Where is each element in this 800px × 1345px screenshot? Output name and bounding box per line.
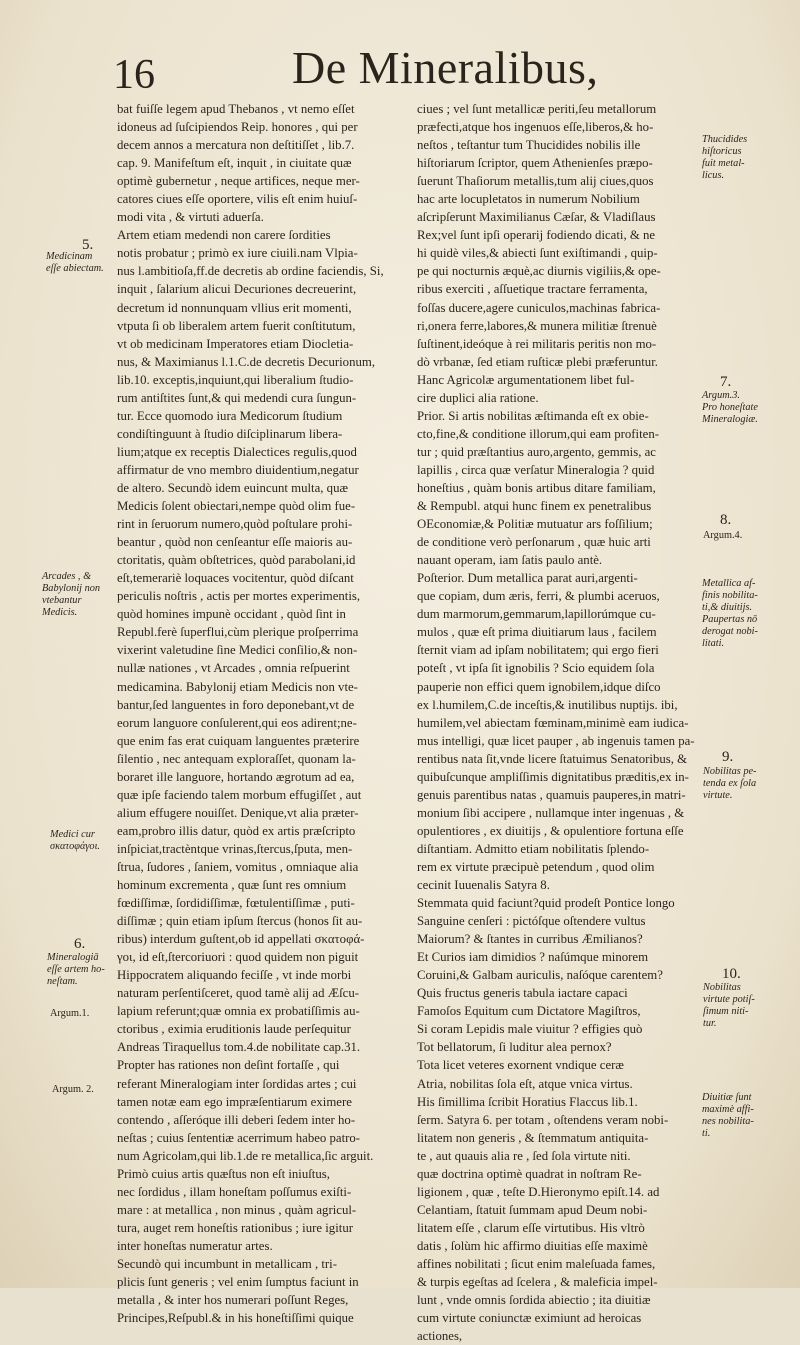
right-column-line: neſtos , teſtantur tum Thucidides nobilis ille — [417, 138, 641, 153]
margin-number-6: 6. — [74, 936, 86, 952]
right-column-line: Tota licet veteres exornent vndique ceræ — [417, 1058, 624, 1073]
right-column-line: ligionem , quæ , teſte D.Hieronymo epiſt.14. ad — [417, 1184, 660, 1199]
margin-note-virtute — [703, 982, 755, 1030]
right-column-line: Coruini,& Galbam auriculis, naſóque carentem? — [417, 968, 663, 983]
right-column-line: cire duplici alia ratione. — [417, 390, 539, 405]
left-column-line: vtputa ſi ob liberalem artem fuerit conſtitutum, — [117, 318, 356, 333]
margin-number-10: 10. — [722, 966, 741, 982]
left-column-line: γοι, id eſt,ſtercoriuori : quod quidem non piguit — [117, 950, 359, 965]
left-column-line: eorum languore conſulerent,qui eos adirent;ne- — [117, 715, 357, 730]
left-column-line: lium;atque ex receptis Dialectices regulis,quod — [117, 444, 357, 459]
right-column-line: Atria, nobilitas ſola eſt, atque vnica virtus. — [417, 1076, 633, 1091]
left-column-line: medicamina. Babylonij etiam Medicis non vte- — [117, 679, 358, 694]
right-column-line: litatem non generis , & ſtemmatum antiquita- — [417, 1130, 649, 1145]
left-column-line: ctoribus , eximia eruditionis laude perſequitur — [117, 1022, 351, 1037]
left-column-line: nec ſordidus , illam honeſtam poſſumus exiſti- — [117, 1184, 352, 1199]
left-column-line: Hippocratem aliquando feciſſe , vt inde morbi — [117, 968, 352, 983]
left-column-line: Artem etiam medendi non carere ſordities — [117, 228, 331, 243]
left-column-line: nus, & Maximianus l.1.C.de decretis Decurionum, — [117, 354, 376, 369]
left-column-line: alium effugere nouiſſet. Denique,vt alia præter- — [117, 805, 359, 820]
right-column-line: & turpis egeſtas ad ſcelera , & maleficia impel- — [417, 1275, 658, 1290]
right-column-line: ſuſtinent,ideóque à rei militaris peritis non mo- — [417, 336, 657, 351]
margin-note-line: licus. — [702, 170, 725, 181]
right-column-line: nauant operam, iam ſatis paulo antè. — [417, 553, 603, 568]
left-column-line: condiſtinguunt à ſtudio diſciplinarum libera- — [117, 426, 343, 441]
margin-note-line: Mineralogiā — [47, 952, 99, 963]
right-column-line: Et Curios iam dimidios ? naſúmque minorem — [417, 950, 649, 965]
left-column-line: fœdiſſimæ, ſordidiſſimæ, fœtulentiſſimæ , puti- — [117, 896, 355, 911]
left-column-line: ribus) interdum guſtent,ob id appellati σκατοφά- — [117, 932, 365, 947]
left-column-line: inquit , ſalarium alicui Decuriones decreuerint, — [117, 282, 357, 297]
right-column-line: pe qui nocturnis æquè,ac diurnis vigiliis,& ope- — [417, 264, 661, 279]
left-column-line: bantur,ſed languentes in foro deponebant,vt de — [117, 697, 355, 712]
right-column-line: hac arte locupletatos in numerum Nobilium — [417, 192, 640, 207]
left-column-line: nullæ nationes , vt Arcades , omnia reſpuerint — [117, 661, 350, 676]
left-column-line: neſtas ; cuius ſententiæ acerrimum habeo patro- — [117, 1130, 361, 1145]
left-column-line: Medicis ſolent obiectari,nempe quòd olim fue- — [117, 499, 356, 514]
right-column-line: hiſtoriarum ſcriptor, quem Athenienſes præpo- — [417, 156, 653, 171]
margin-note-argum-3 — [702, 390, 758, 426]
margin-argument-2: Argum. 2. — [52, 1084, 94, 1095]
left-column-line: rint in ſeruorum numero,quòd poſtulare prohi- — [117, 517, 353, 532]
right-column-line: monium ſibi accipere , nullamque inter ingenuas , & — [417, 805, 685, 820]
margin-note-line: maximè affi- — [702, 1104, 754, 1115]
right-column-line: Stemmata quid faciunt?quid prodeſt Pontice longo — [417, 896, 675, 911]
margin-note-line: Nobilitas — [703, 982, 741, 993]
margin-note-line: hiſtoricus — [702, 146, 742, 157]
left-column-line: lapium referunt;quæ omnia ex probatiſſimis au- — [117, 1004, 360, 1019]
right-column-line: Maiorum? & ſtantes in curribus Æmilianos? — [417, 932, 643, 947]
right-column-line: ciues ; vel ſunt metallicæ periti,ſeu metallorum — [417, 102, 657, 116]
left-column-line: bat fuiſſe legem apud Thebanos , vt nemo eſſet — [117, 102, 355, 116]
margin-argument-1: Argum.1. — [50, 1008, 90, 1019]
margin-note-line: virtute potiſ- — [703, 994, 755, 1005]
left-column-line: notis probatur ; primò ex iure ciuili.nam Vlpia- — [117, 246, 358, 261]
right-column-line: Poſterior. Dum metallica parat auri,argenti- — [417, 571, 638, 586]
left-column-line: ſilentio , nec antequam exploraſſet, quonam la- — [117, 751, 356, 766]
margin-note-line: neſtam. — [47, 976, 78, 987]
margin-note-line: Medicis. — [42, 607, 78, 618]
left-column-line: optimè gubernetur , neque artifices, neque mer- — [117, 174, 360, 189]
right-column-line: humilem,vel abiectam fœminam,minimè eam iudica- — [417, 715, 689, 730]
margin-note-line: Diuitiæ ſunt — [702, 1092, 752, 1103]
margin-note-line: nes nobilita- — [702, 1116, 754, 1127]
margin-note-line: ti,& diuitijs. — [702, 602, 753, 613]
right-column-line: ſerm. Satyra 6. per totam , oſtendens veram nobi- — [417, 1112, 669, 1127]
left-column-line: tamen notæ eam ego impræſentiarum eximere — [117, 1094, 352, 1109]
left-column-line: vt ob medicinam Imperatores etiam Diocletia- — [117, 336, 354, 351]
margin-number-7: 7. — [720, 374, 732, 390]
right-column-line: rentibus nata ſit,vnde licere ſtatuimus Senatoribus, & — [417, 751, 688, 766]
left-column-line: diſſimæ ; quin etiam ipſum ſtercus (honos ſit au- — [117, 914, 363, 929]
margin-note-line: litati. — [702, 638, 725, 649]
right-column-line: Rex;vel ſunt ipſi operarij fodiendo dicati, & ne — [417, 228, 656, 243]
right-column-line: ribus exerciti , aſſuetique tractare ferramenta, — [417, 282, 648, 297]
right-column-line: quibuſcunque ampliſſimis dignitatibus præditis,ex in- — [417, 769, 689, 784]
left-column-line: que enim fas erat cuiquam languentes præterire — [117, 733, 360, 748]
margin-note-line: tur. — [703, 1018, 717, 1029]
margin-note-line: vtebantur — [42, 595, 82, 606]
margin-note-line: Paupertas nō — [702, 614, 758, 625]
left-column-line: mare : at metallica , non minus , quàm agricul- — [117, 1202, 357, 1217]
left-column-line: inter honeſtas numeratur artes. — [117, 1238, 273, 1253]
right-column-line: mulos , quæ eſt prima diuitiarum laus , facilem — [417, 625, 657, 640]
right-column-line: Famoſos Equitum cum Dictatore Magiſtros, — [417, 1004, 641, 1019]
left-column-line: metalla , & inter hos numerari poſſunt Reges, — [117, 1293, 349, 1308]
left-column-line: affirmatur de vno membro diuidentium,negatur — [117, 462, 359, 477]
left-column-line: catores ciues eſſe oportere, vilis eſt enim huiuſ- — [117, 192, 358, 207]
right-column-line: cum virtute coniunctæ eximiunt ad heroicas — [417, 1311, 642, 1326]
left-column-line: quòd homines impunè occidant , quòd ſint in — [117, 607, 346, 622]
right-column-line: Sanguine cenſeri : pictóſque oſtendere vultus — [417, 914, 646, 929]
left-text-column — [117, 100, 405, 1327]
right-column-line: OEconomiæ,& Politiæ mutuatur ars foſſilium; — [417, 517, 653, 532]
left-column-line: decretum id nonnunquam vllius erit momenti, — [117, 300, 352, 315]
right-column-line: Celantiam, ſtatuit ſummam apud Deum nobi- — [417, 1202, 648, 1217]
margin-note-line: virtute. — [703, 790, 733, 801]
margin-note-diuitiae — [702, 1092, 754, 1140]
right-column-line: pauperie non effici quem ignobilem,idque diſco — [417, 679, 661, 694]
margin-note-line: Arcades , & — [42, 571, 92, 582]
right-column-line: hi quidè viles,& abiecti ſunt exiſtimandi , quip- — [417, 246, 658, 261]
right-column-line: Quis fructus generis tabula iactare capaci — [417, 986, 628, 1001]
margin-note-line: derogat nobi- — [702, 626, 758, 637]
right-column-line: & Rempubl. atqui hunc finem ex penetralibus — [417, 499, 652, 514]
right-column-line: lapillis , circa quæ verſatur Mineralogia ? quid — [417, 462, 655, 477]
right-column-line: tur ; quid præſtantius auro,argento, gemmis, ac — [417, 444, 656, 459]
margin-note-line: Medicinam — [46, 251, 93, 262]
left-column-line: ctoritatis, quàm obſtetrices, quòd parabolani,id — [117, 553, 356, 568]
right-column-line: te , aut quauis alia re , ſed ſola virtute niti. — [417, 1148, 631, 1163]
left-column-line: periculis noſtris , actis per mortes experimentis, — [117, 589, 361, 604]
right-column-line: litatem eſſe , clarum eſſe virtutibus. His vltrò — [417, 1220, 645, 1235]
margin-note-line: Medici cur — [50, 829, 95, 840]
margin-note-line: ti. — [702, 1128, 711, 1139]
margin-note-arcades — [42, 571, 100, 619]
right-column-line: dum marmorum,gemmarum,lapillorúmque cu- — [417, 607, 656, 622]
left-column-line: decem annos a mercatura non deſtitiſſet , lib.7. — [117, 138, 355, 153]
margin-note-line: Metallica af- — [702, 578, 756, 589]
margin-note-line: Nobilitas pe- — [703, 766, 757, 777]
right-text-column — [417, 100, 699, 1345]
left-column-line: Primò cuius artis quæſtus non eſt iniuſtus, — [117, 1166, 330, 1181]
right-column-line: ſternit viam ad ipſam nobilitatem; qui ergo fieri — [417, 643, 659, 658]
right-column-line: mus intelligi, quæ licet pauper , ab ingenuis tamen pa- — [417, 733, 695, 748]
right-column-line: ri,onera ferre,labores,& munera militiæ ſtrenuè — [417, 318, 657, 333]
left-column-line: nus l.ambitioſa,ff.de decretis ab ordine faciendis, Si, — [117, 264, 384, 279]
right-column-line: honeſtius , quàm bonis artibus ditare familiam, — [417, 480, 656, 495]
left-column-line: Propter has rationes non deſint fortaſſe , qui — [117, 1058, 340, 1073]
margin-note-line: fuit metal- — [702, 158, 745, 169]
left-column-line: cap. 9. Manifeſtum eſt, inquit , in ciuitate quæ — [117, 156, 352, 171]
left-column-line: hominum excrementa , quæ ſunt res omnium — [117, 878, 347, 893]
left-column-line: lib.10. exceptis,inquiunt,qui liberalium ſtudio- — [117, 372, 354, 387]
left-column-line: contendo , aſſeróque illi deberi ſedem inter ho- — [117, 1112, 356, 1127]
margin-note-medici — [50, 829, 100, 853]
left-column-line: Andreas Tiraquellus tom.4.de nobilitate cap.31. — [117, 1040, 361, 1055]
margin-note-line: eſſe abiectam. — [46, 263, 104, 274]
left-column-line: Republ.ferè ſuperflui,cùm plerique proſperrima — [117, 625, 359, 640]
margin-note-line: Mineralogiæ. — [702, 414, 758, 425]
left-column-line: naturam perſentiſceret, quod tamè alij ad Æſcu- — [117, 986, 359, 1001]
right-column-line: affines nobilitati ; ſicut enim maleſuada fames, — [417, 1257, 656, 1271]
left-column-line: de altero. Secundò idem euincunt multa, quæ — [117, 480, 348, 495]
margin-note-line: eſſe artem ho- — [47, 964, 105, 975]
right-column-line: Tot bellatorum, ſi luditur alea pernox? — [417, 1040, 612, 1055]
left-column-line: ſtrua, ſudores , ſaniem, vomitus , omniaque alia — [117, 859, 359, 874]
right-column-line: præfecti,atque hos ingenuos eſſe,liberos,& ho- — [417, 120, 654, 135]
right-column-line: que copiam, dum æris, ferri, & plumbi aceruos, — [417, 589, 660, 604]
right-column-line: lunt , vnde omnis ſordida abiectio ; ita diuitiæ — [417, 1293, 651, 1308]
left-column-line: rum antiſtites ſunt,& qui medendi cura ſungun- — [117, 390, 357, 405]
right-column-line: aſcripſerunt Maximilianus Cæſar, & Vladiſlaus — [417, 210, 656, 225]
margin-note-line: finis nobilita- — [702, 590, 758, 601]
margin-note-line: tenda ex ſola — [703, 778, 757, 789]
left-column-line: plicis ſunt generis ; vel enim ſumptus faciunt in — [117, 1275, 359, 1290]
right-column-line: cto,fine,& conditione illorum,qui eam profiten- — [417, 426, 660, 441]
right-column-line: dò vrbanæ, ſed etiam ruſticæ plebi præferuntur. — [417, 354, 658, 369]
right-column-line: cecinit Iuuenalis Satyra 8. — [417, 878, 550, 893]
left-column-line: Secundò qui incumbunt in metallicam , tri- — [117, 1257, 337, 1271]
margin-note-line: Pro honeſtate — [702, 402, 758, 413]
margin-note-line: Babylonij non — [42, 583, 101, 594]
margin-note-mineralogia — [47, 952, 105, 988]
right-column-line: foſſas ducere,agere cuniculos,machinas fabrica- — [417, 300, 661, 315]
right-column-line: ex l.humilem,C.de inceſtis,& inutilibus nuptijs. ibi, — [417, 697, 678, 712]
left-column-line: modi vita , & virtuti aduerſa. — [117, 210, 264, 225]
right-column-line: Hanc Agricolæ argumentationem libet ful- — [417, 372, 635, 387]
page-number: 16 — [113, 52, 155, 98]
margin-note-metallica — [702, 578, 758, 650]
right-column-line: genuis parentibus natas , quamuis pauperes,in matri- — [417, 787, 686, 802]
left-column-line: inſpiciat,tractèntque vrinas,ſtercus,ſputa, men- — [117, 841, 353, 856]
margin-note-line: Thucidides — [702, 134, 748, 145]
left-column-line: beantur , quòd non cenſeantur eſſe maioris au- — [117, 535, 353, 550]
left-column-line: eſt,temerariè loquaces vocitentur, quòd diſcant — [117, 571, 354, 586]
left-column-line: eam,probro illis datur, quòd ex artis præſcripto — [117, 823, 356, 838]
left-column-line: Principes,Reſpubl.& in his honeſtiſſimi quique — [117, 1311, 354, 1326]
margin-note-line: σκατοφάγοι. — [50, 841, 101, 852]
right-column-line: rem ex virtute præcipuè petendum , quod olim — [417, 859, 655, 874]
left-column-line: referant Mineralogiam inter ſordidas artes ; cui — [117, 1076, 357, 1091]
left-column-line: idoneus ad ſuſcipiendos Reip. honores , qui per — [117, 120, 358, 135]
right-column-line: Prior. Si artis nobilitas æſtimanda eſt ex obie- — [417, 408, 649, 423]
left-column-line: tur. Ecce quomodo iura Medicorum ſtudium — [117, 408, 343, 423]
margin-number-8: 8. — [720, 512, 732, 528]
left-column-line: quæ ipſe faciendo talem morbum effugiſſet , aut — [117, 787, 362, 802]
margin-number-5: 5. — [82, 237, 94, 253]
left-column-line: vixerint valetudine ſine Medici conſilio,& non- — [117, 643, 358, 658]
margin-note-medicinam — [46, 251, 104, 275]
running-title: De Mineralibus, — [292, 42, 599, 93]
margin-note-line: Argum.3. — [702, 390, 740, 401]
right-column-line: opulentiores , ex diuitijs , & opulentiore fortuna eſſe — [417, 823, 684, 838]
right-column-line: actiones, — [417, 1329, 463, 1344]
left-column-line: tura, auget rem honeſtis rationibus ; iure igitur — [117, 1220, 353, 1235]
right-column-line: ſuerunt Thaſiorum metallis,tum alij ciues,quos — [417, 174, 654, 189]
margin-note-line: ſimum niti- — [703, 1006, 749, 1017]
left-column-line: num Agricolam,qui lib.1.de re metallica,ſic arguit. — [117, 1148, 374, 1163]
right-column-line: datis , ſolùm hic affirmo diuitias eſſe maximè — [417, 1238, 648, 1253]
right-column-line: His ſimillima ſcribit Horatius Flaccus lib.1. — [417, 1094, 638, 1109]
margin-number-9: 9. — [722, 749, 734, 765]
right-column-line: poteſt , vt ipſa ſit ignobilis ? Scio equidem ſola — [417, 661, 655, 676]
margin-argument-4: Argum.4. — [703, 530, 743, 541]
right-column-line: quæ doctrina optimè quadrat in noſtram Re- — [417, 1166, 642, 1181]
margin-note-nobilitas — [703, 766, 757, 802]
right-column-line: diſtantiam. Admitto etiam nobilitatis ſplendo- — [417, 841, 650, 856]
left-column-line: boraret ille languore, hortando ægrotum ad ea, — [117, 769, 355, 784]
right-column-line: Si coram Lepidis male viuitur ? effigies quò — [417, 1022, 643, 1037]
right-column-line: de conditione verò perſonarum , quæ huic arti — [417, 535, 651, 550]
margin-note-thucidides — [702, 134, 747, 182]
